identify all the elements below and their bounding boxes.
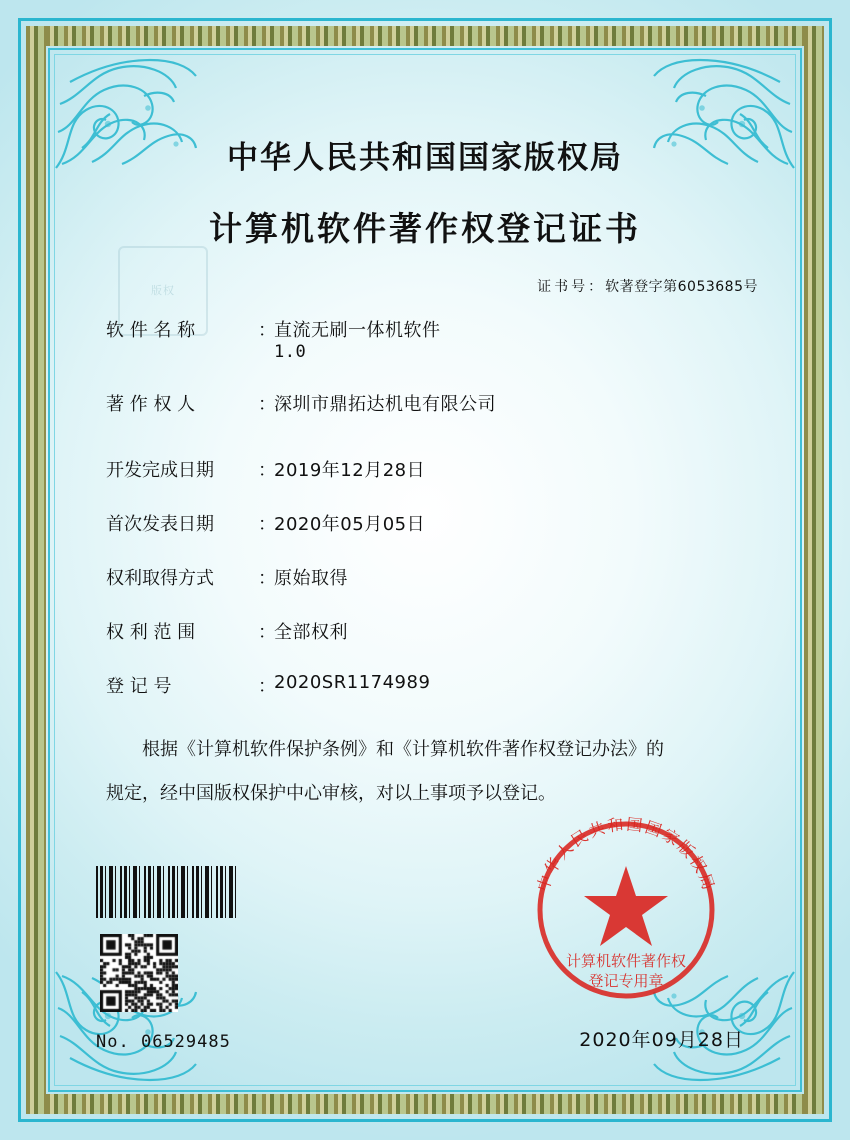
- fields-list: [80, 316, 770, 698]
- field-colon: ：: [258, 676, 276, 697]
- serial-number: [96, 1032, 231, 1052]
- field-registration-number: [106, 672, 770, 698]
- field-colon: ：: [258, 568, 276, 589]
- certificate-number: [80, 276, 770, 296]
- field-colon: ：: [258, 460, 276, 481]
- field-value-version: 1.0: [274, 342, 307, 362]
- field-software-name: [106, 316, 770, 362]
- barcode: [96, 866, 236, 918]
- serial-prefix: No.: [96, 1032, 130, 1052]
- field-label: 著 作 权 人: [106, 394, 196, 415]
- field-value: 2020SR1174989: [274, 672, 431, 693]
- field-first-publish-date: [106, 510, 770, 536]
- field-value: 深圳市鼎拓达机电有限公司: [274, 394, 496, 415]
- field-copyright-owner: [106, 390, 770, 416]
- field-value: 2019年12月28日: [274, 460, 426, 481]
- certificate-number-label: 证书号：: [537, 279, 606, 295]
- svg-text:计算机软件著作权: 计算机软件著作权: [565, 952, 687, 970]
- field-colon: ：: [258, 514, 276, 535]
- svg-text:登记专用章: 登记专用章: [588, 972, 664, 990]
- statement-paragraph: [80, 728, 770, 816]
- svg-text:中华人民共和国国家版权局: 中华人民共和国国家版权局: [533, 814, 719, 894]
- qr-code: [100, 934, 178, 1012]
- field-development-date: [106, 456, 770, 482]
- field-label: 权利取得方式: [106, 568, 214, 589]
- field-label: 软 件 名 称: [106, 320, 196, 341]
- serial-value: 06529485: [140, 1032, 231, 1052]
- field-colon: ：: [258, 622, 276, 643]
- issue-date: 2020年09月28日: [579, 1029, 744, 1051]
- statement-line-1: 根据《计算机软件保护条例》和《计算机软件著作权登记办法》的: [142, 739, 664, 760]
- certificate-number-value: 软著登字第6053685号: [605, 279, 758, 295]
- field-rights-scope: [106, 618, 770, 644]
- field-value: [274, 316, 770, 362]
- page-title: 计算机软件著作权登记证书: [209, 209, 641, 248]
- field-value: 2020年05月05日: [274, 514, 426, 535]
- watermark: 版权: [118, 246, 208, 336]
- field-colon: ：: [258, 394, 276, 415]
- field-value: 全部权利: [274, 622, 348, 643]
- field-label: 首次发表日期: [106, 514, 214, 535]
- field-value: 原始取得: [274, 568, 348, 589]
- statement-line-2: 规定，经中国版权保护中心审核，对以上事项予以登记。: [106, 783, 556, 804]
- field-label: 开发完成日期: [106, 460, 214, 481]
- field-value-text: 直流无刷一体机软件: [274, 320, 441, 341]
- field-acquisition-method: [106, 564, 770, 590]
- field-label: 权 利 范 围: [106, 622, 196, 643]
- field-label: 登 记 号: [106, 676, 172, 697]
- issuer-title: 中华人民共和国国家版权局: [227, 140, 623, 176]
- field-colon: ：: [258, 320, 276, 341]
